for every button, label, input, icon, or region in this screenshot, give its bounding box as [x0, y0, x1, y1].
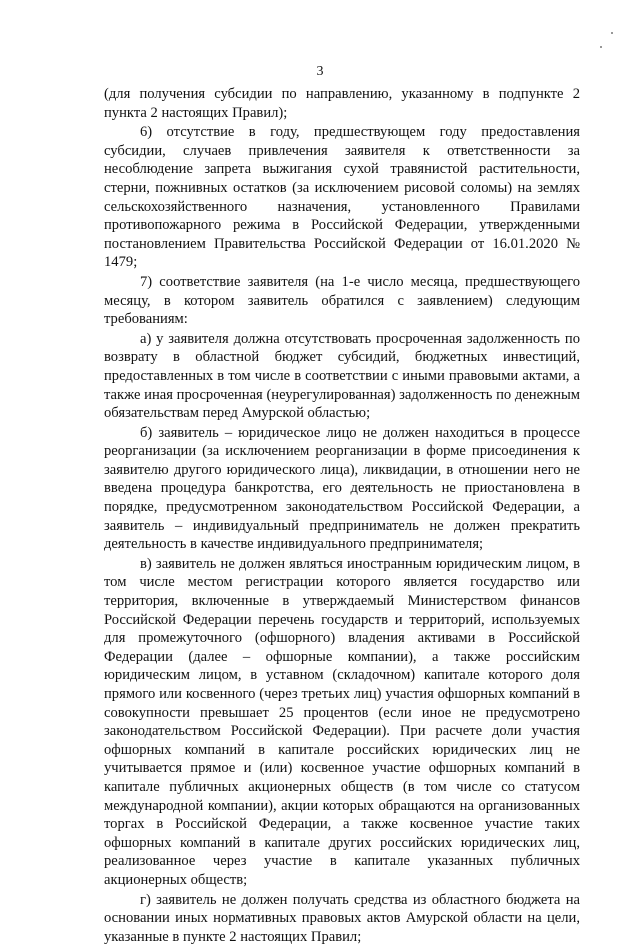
- paragraph: а) у заявителя должна отсутствовать просроченная задолженность по возврату в областной бюджет субсидий, бюджетных инвестиций, предоставленных в том числе в соответствии с иными правовыми актами, а также иная просроченная (неурегулированная) задолженность по денежным обязательствам перед Амурской областью;: [104, 330, 580, 422]
- paragraph: (для получения субсидии по направлению, указанному в подпункте 2 пункта 2 настоящих Правил);: [104, 86, 580, 121]
- scan-speck: [611, 32, 613, 34]
- paragraph: в) заявитель не должен являться иностранным юридическим лицом, в том числе местом регистрации которого является государство или территория, включенные в утверждаемый Министерством финансов Российской Федерации перечень государств и территорий, используемых для промежуточного (офшорного) владения активами в Российской Федерации (далее – офшорные компании), а также российским юридическим лицом, в уставном (складочном) капитале которого доля прямого или косвенного (через третьих лиц) участия офшорных компаний в совокупности превышает 25 процентов (если иное не предусмотрено законодательством Российской Федерации). При расчете доли участия офшорных компаний в капитале российских юридических лиц не учитывается прямое и (или) косвенное участие офшорных компаний в капитале публичных акционерных обществ (в том числе со статусом международной компании), акции которых обращаются на организованных торгах в Российской Федерации, а также косвенное участие таких офшорных компаний в капитале других российских юридических лиц, реализованное через участие в капитале указанных публичных акционерных обществ;: [104, 555, 580, 888]
- paragraph: г) заявитель не должен получать средства из областного бюджета на основании иных нормативных правовых актов Амурской области на цели, указанные в пункте 2 настоящих Правил;: [104, 891, 580, 945]
- paragraph: б) заявитель – юридическое лицо не должен находиться в процессе реорганизации (за исключением реорганизации в форме присоединения к заявителю другого юридического лица), ликвидации, в отношении него не введена процедура банкротства, его деятельность не приостановлена в порядке, предусмотренном законодательством Российской Федерации, а заявитель – индивидуальный предприниматель не должен прекратить деятельность в качестве индивидуального предпринимателя;: [104, 424, 580, 553]
- page-number: 3: [316, 64, 324, 79]
- paragraph: 6) отсутствие в году, предшествующем году предоставления субсидии, случаев привлечения заявителя к ответственности за несоблюдение запрета выжигания сухой травянистой растительности, стерни, пожнивных остатков (за исключением рисовой соломы) на землях сельскохозяйственного назначения, установленного Правилами противопожарного режима в Российской Федерации, утвержденными постановлением Правительства Российской Федерации от 16.01.2020 № 1479;: [104, 124, 580, 271]
- scan-speck: [600, 46, 602, 48]
- paragraph: 7) соответствие заявителя (на 1-е число месяца, предшествующего месяцу, в котором заявитель обратился с заявлением) следующим требованиям:: [104, 273, 580, 328]
- document-body: [104, 85, 580, 947]
